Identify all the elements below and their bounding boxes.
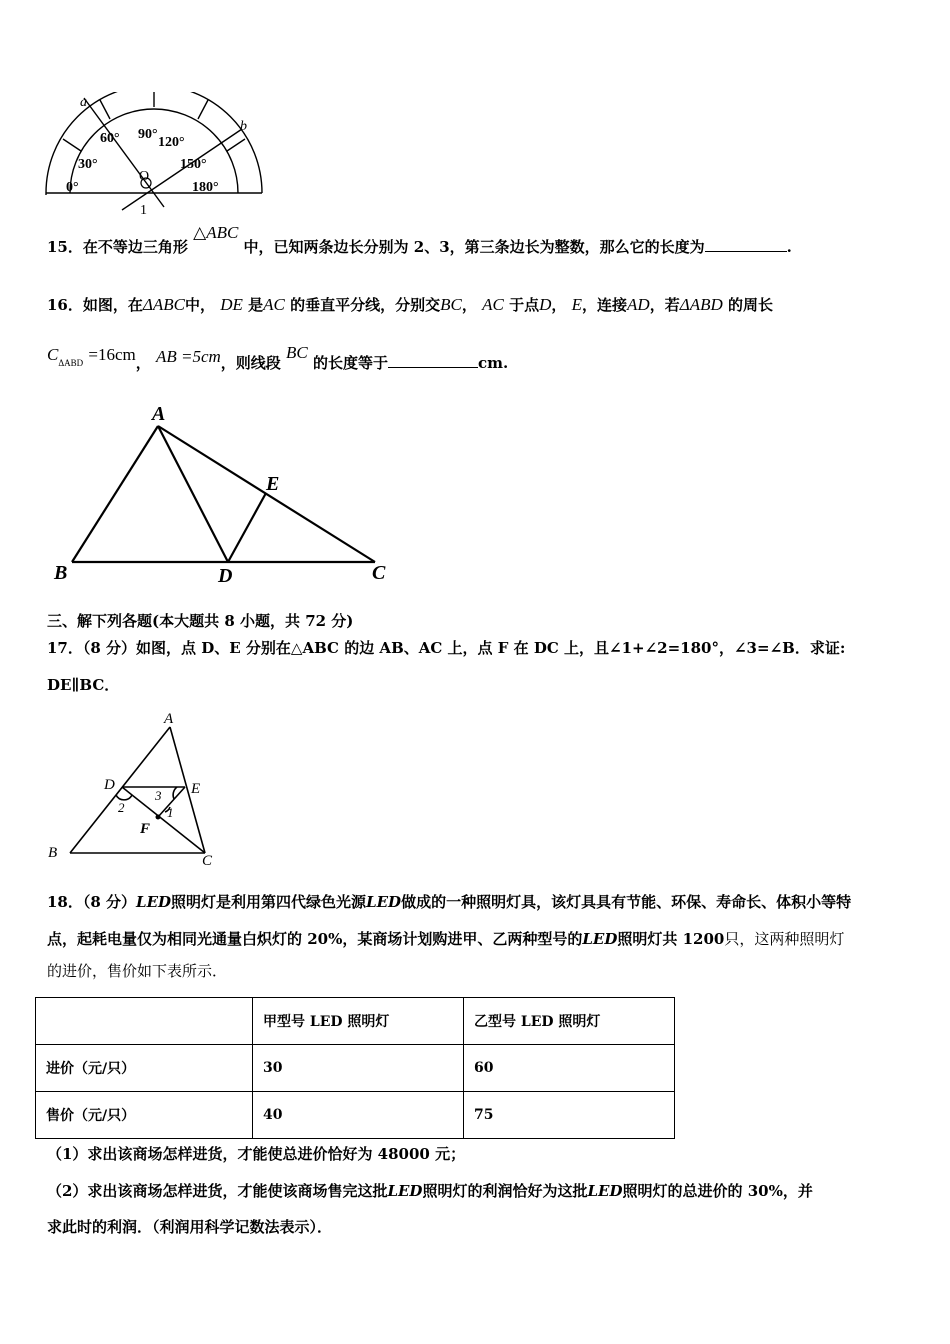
sub2-led-1: LED (387, 1182, 423, 1200)
q15-triangle: △ABC (193, 223, 239, 242)
q15-text-1: 在不等边三角形 (82, 238, 188, 256)
price-table (35, 997, 675, 1139)
q16-answer-blank (388, 353, 478, 368)
q15-end: . (786, 238, 792, 256)
fig17-angle-1: 1 (167, 805, 174, 820)
question-18 (47, 885, 917, 988)
fig17-label-b: B (48, 845, 58, 861)
q15-answer-blank (705, 237, 787, 252)
table-cell: 75 (464, 1092, 675, 1139)
q18-led-3: LED (582, 930, 618, 948)
fig17-label-f: F (140, 821, 151, 837)
q16-t12: 的长度等于 (313, 354, 389, 372)
q18-s1: 照明灯是利用第四代绿色光源 (171, 893, 367, 911)
question-16-line1 (47, 295, 773, 315)
table-row-label: 售价（元/只） (36, 1092, 253, 1139)
q16-t1: 如图，在 (82, 296, 143, 314)
sub2-p2: 照明灯的利润恰好为这批 (422, 1182, 588, 1200)
q16-perimeter-c: C (47, 345, 59, 364)
table-header-empty (36, 998, 253, 1045)
sub-question-1: （1）求出该商场怎样进货，才能使总进价恰好为 48000 元； (47, 1145, 466, 1163)
q16-bc: BC (440, 295, 462, 314)
fig16-label-a: A (152, 403, 166, 425)
fig17-angle-3: 3 (155, 788, 162, 803)
q16-t4: 的垂直平分线，分别交 (290, 296, 441, 314)
question-17-line2: DE∥BC． (47, 676, 120, 694)
fig17-label-a: A (164, 711, 174, 727)
q16-number: 16． (47, 296, 83, 314)
q16-unit: cm. (478, 354, 509, 372)
q16-comma: ， (135, 354, 151, 372)
q16-perimeter-value: =16cm (88, 345, 136, 364)
fig17-label-e: E (191, 781, 201, 797)
q18-line1 (47, 885, 917, 919)
q16-t10: 的周长 (728, 296, 774, 314)
label-180: 180° (192, 180, 219, 195)
q16-ad: AD (627, 295, 650, 314)
label-150: 150° (180, 157, 207, 172)
table-header-type-a: 甲型号 LED 照明灯 (253, 998, 464, 1045)
fig16-label-e: E (266, 473, 280, 495)
q18-line3: 的进价，售价如下表所示． (47, 962, 228, 980)
q16-t9: ，若 (649, 296, 680, 314)
sub2-led-2: LED (587, 1182, 623, 1200)
table-cell: 30 (253, 1045, 464, 1092)
q16-bc-2: BC (286, 343, 308, 362)
q15-text-2: 中，已知两条边长分别为 2、3，第三条边长为整数，那么它的长度为 (243, 238, 705, 256)
q16-t5: ， (461, 296, 477, 314)
q16-e: E (571, 295, 583, 314)
label-90: 90° (138, 127, 158, 142)
ray-b-label: b (240, 119, 247, 134)
label-120: 120° (158, 135, 185, 150)
q16-ac-2: AC (482, 295, 504, 314)
q16-triangle-abc: ΔABC (142, 295, 185, 314)
q16-t11: ，则线段 (220, 354, 281, 372)
label-0: 0° (66, 180, 79, 195)
q16-t3: 是 (248, 296, 264, 314)
figure-16-triangle (50, 400, 400, 590)
q18-number: 18．（8 分） (47, 893, 137, 911)
angle-1-label: 1 (140, 203, 147, 218)
q16-t8: ，连接 (582, 296, 628, 314)
label-30: 30° (78, 157, 98, 172)
table-row (36, 1045, 675, 1092)
sub2-p1: （2）求出该商场怎样进货，才能使该商场售完这批 (47, 1182, 388, 1200)
label-60: 60° (100, 131, 120, 146)
q15-number: 15． (47, 238, 83, 256)
q18-led-2: LED (366, 893, 402, 911)
q16-perimeter-sub: ΔABD (58, 358, 84, 368)
sub2-line2: 求此时的利润．（利润用科学记数法表示）． (47, 1218, 333, 1236)
q16-de: DE (220, 295, 243, 314)
q16-ab-value: AB =5cm (155, 347, 221, 366)
fig16-label-d: D (218, 565, 233, 587)
sub-question-2 (47, 1174, 917, 1244)
sub2-p3: 照明灯的总进价的 30%，并 (622, 1182, 813, 1200)
sub2-line1 (47, 1174, 917, 1208)
fig17-label-d: D (104, 777, 115, 793)
table-cell: 40 (253, 1092, 464, 1139)
q16-t6: 于点 (509, 296, 540, 314)
q16-ac: AC (263, 295, 285, 314)
q18-s4: 照明灯共 1200 (617, 930, 725, 948)
q18-s5: 只，这两种照明灯 (724, 930, 845, 948)
q16-t7: ， (551, 296, 567, 314)
q18-s2: 做成的一种照明灯具，该灯具具有节能、环保、寿命长、体积小等特 (401, 893, 852, 911)
fig16-label-c: C (372, 562, 386, 584)
fig16-label-b: B (54, 562, 68, 584)
protractor-figure (40, 92, 265, 222)
q16-d: D (539, 295, 552, 314)
question-16-line2 (47, 343, 509, 380)
ray-a-label: a (80, 95, 87, 110)
section-3-title: 三、解下列各题(本大题共 8 小题，共 72 分) (47, 612, 354, 630)
q16-triangle-abd: ΔABD (679, 295, 723, 314)
table-row (36, 1092, 675, 1139)
fig17-angle-2: 2 (118, 800, 125, 815)
table-header-type-b: 乙型号 LED 照明灯 (464, 998, 675, 1045)
figure-17-triangle (40, 705, 230, 870)
table-header-row (36, 998, 675, 1045)
table-row-label: 进价（元/只） (36, 1045, 253, 1092)
center-o-label: O (139, 169, 150, 184)
q18-s3: 点，起耗电量仅为相同光通量白炽灯的 20%，某商场计划购进甲、乙两种型号的 (47, 930, 583, 948)
table-cell: 60 (464, 1045, 675, 1092)
question-17-line1: 17．（8 分）如图，点 D、E 分别在△ABC 的边 AB、AC 上，点 F 在 DC 上，且∠1+∠2=180°，∠3=∠B．求证: (47, 639, 846, 657)
fig17-label-c: C (202, 853, 213, 869)
question-15 (47, 223, 792, 262)
q16-t2: 中， (184, 296, 215, 314)
q18-line2 (47, 922, 917, 956)
q18-led-1: LED (136, 893, 172, 911)
